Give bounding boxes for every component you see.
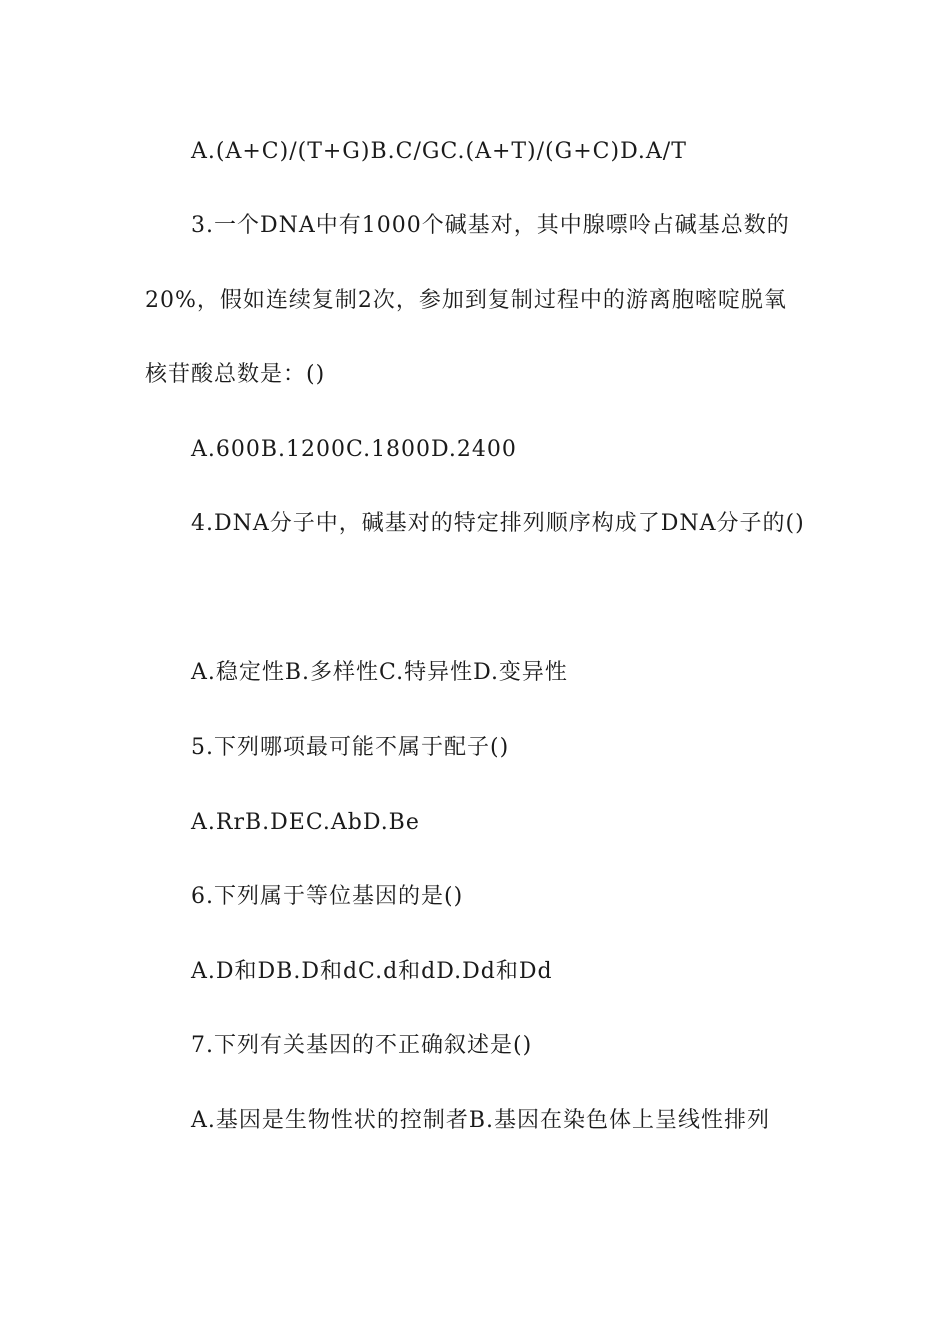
q6-stem: 6.下列属于等位基因的是() xyxy=(191,884,464,909)
q7-options-line-1: A.基因是生物性状的控制者B.基因在染色体上呈线性排列 xyxy=(191,1108,771,1133)
q3-options: A.600B.1200C.1800D.2400 xyxy=(191,437,517,462)
q4-stem: 4.DNA分子中，碱基对的特定排列顺序构成了DNA分子的() xyxy=(191,511,805,536)
q6-options: A.D和DB.D和dC.d和dD.Dd和Dd xyxy=(191,959,553,984)
q4-options: A.稳定性B.多样性C.特异性D.变异性 xyxy=(191,660,568,685)
q5-stem: 5.下列哪项最可能不属于配子() xyxy=(191,735,510,760)
q7-stem: 7.下列有关基因的不正确叙述是() xyxy=(191,1033,533,1058)
q3-stem-line-3: 核苷酸总数是：() xyxy=(145,362,326,387)
q2-options: A.(A+C)/(T+G)B.C/GC.(A+T)/(G+C)D.A/T xyxy=(191,139,687,164)
q5-options: A.RrB.DEC.AbD.Be xyxy=(191,810,420,835)
q3-stem-line-2: 20%，假如连续复制2次，参加到复制过程中的游离胞嘧啶脱氧 xyxy=(145,288,787,313)
q3-stem-line-1: 3.一个DNA中有1000个碱基对，其中腺嘌呤占碱基总数的 xyxy=(191,213,790,238)
